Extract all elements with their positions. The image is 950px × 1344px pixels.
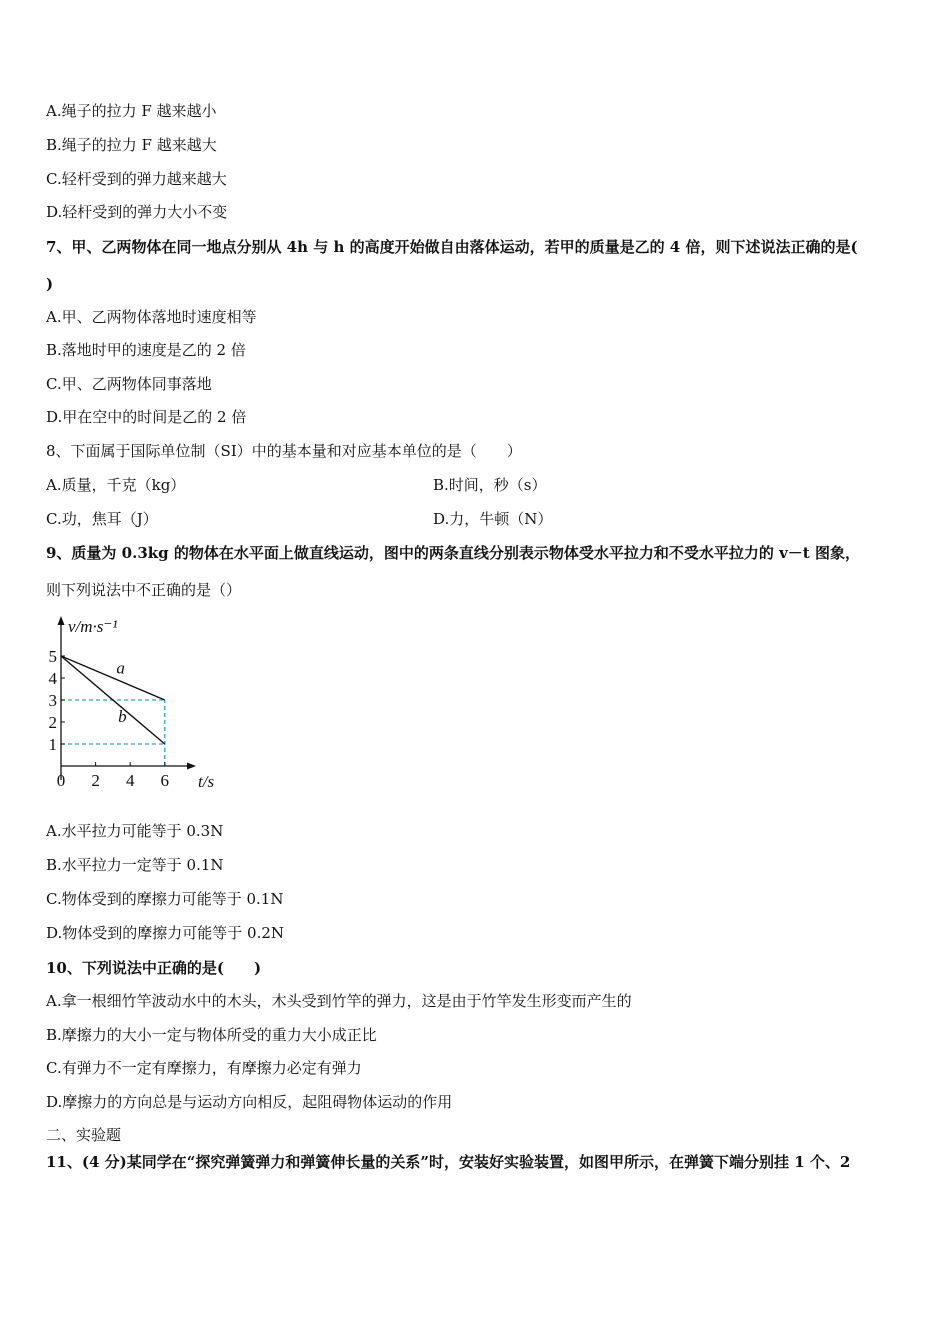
series-a-line [61, 656, 165, 700]
y-axis-label: v/m·s⁻¹ [68, 617, 118, 636]
q7-stem: 7、甲、乙两物体在同一地点分别从 4h 与 h 的高度开始做自由落体运动，若甲的质量是乙的 4 倍，则下述说法正确的是( [46, 238, 858, 256]
q9-option-a: A.水平拉力可能等于 0.3N [46, 822, 224, 840]
y-axis-arrow [58, 616, 65, 625]
q11-stem: 11、(4 分)某同学在“探究弹簧弹力和弹簧伸长量的关系”时，安装好实验装置，如图甲所示，在弹簧下端分别挂 1 个、2 [46, 1153, 851, 1171]
q9-stem-cont: 则下列说法中不正确的是（） [46, 581, 242, 599]
x-axis-arrow [187, 763, 196, 770]
q6-option-c: C.轻杆受到的弹力越来越大 [46, 170, 227, 188]
x-axis-label: t/s [198, 772, 215, 791]
q8-option-d: D.力，牛顿（N） [433, 510, 553, 528]
q10-option-d: D.摩擦力的方向总是与运动方向相反，起阻碍物体运动的作用 [46, 1093, 453, 1111]
y-tick-label: 4 [48, 669, 57, 688]
q8-option-a: A.质量，千克（kg） [46, 476, 186, 494]
y-tick-label: 2 [48, 713, 57, 732]
x-tick-label: 6 [160, 771, 170, 790]
y-tick-label: 5 [48, 647, 57, 666]
q7-option-d: D.甲在空中的时间是乙的 2 倍 [46, 408, 247, 426]
q6-option-a: A.绳子的拉力 F 越来越小 [46, 102, 217, 120]
q9-option-b: B.水平拉力一定等于 0.1N [46, 856, 224, 874]
y-tick-label: 1 [48, 735, 57, 754]
q10-stem: 10、下列说法中正确的是( ) [46, 959, 262, 977]
x-tick-label: 0 [56, 771, 66, 790]
q8-option-b: B.时间，秒（s） [433, 476, 547, 494]
series-b-label: b [118, 707, 127, 726]
q8-option-c: C.功，焦耳（J） [46, 510, 158, 528]
x-tick-label: 4 [125, 771, 135, 790]
q10-option-b: B.摩擦力的大小一定与物体所受的重力大小成正比 [46, 1026, 377, 1044]
q7-stem-cont: ) [46, 275, 54, 293]
x-tick-label: 2 [91, 771, 100, 790]
y-tick-label: 3 [48, 691, 57, 710]
q9-stem: 9、质量为 0.3kg 的物体在水平面上做直线运动，图中的两条直线分别表示物体受水平拉力和不受水平拉力的 v－t 图象， [46, 544, 860, 562]
q10-option-a: A.拿一根细竹竿波动水中的木头，木头受到竹竿的弹力，这是由于竹竿发生形变而产生的 [46, 992, 632, 1010]
q6-option-b: B.绳子的拉力 F 越来越大 [46, 136, 217, 154]
q8-stem: 8、下面属于国际单位制（SI）中的基本量和对应基本单位的是（ ） [46, 442, 522, 460]
section-heading: 二、实验题 [46, 1126, 122, 1144]
q9-option-c: C.物体受到的摩擦力可能等于 0.1N [46, 890, 284, 908]
q7-option-a: A.甲、乙两物体落地时速度相等 [46, 308, 257, 326]
q9-option-d: D.物体受到的摩擦力可能等于 0.2N [46, 924, 285, 942]
q7-option-c: C.甲、乙两物体同事落地 [46, 375, 212, 393]
q7-option-b: B.落地时甲的速度是乙的 2 倍 [46, 341, 246, 359]
vt-graph [40, 612, 230, 797]
q10-option-c: C.有弹力不一定有摩擦力，有摩擦力必定有弹力 [46, 1059, 362, 1077]
series-a-label: a [116, 658, 125, 678]
q6-option-d: D.轻杆受到的弹力大小不变 [46, 203, 228, 221]
